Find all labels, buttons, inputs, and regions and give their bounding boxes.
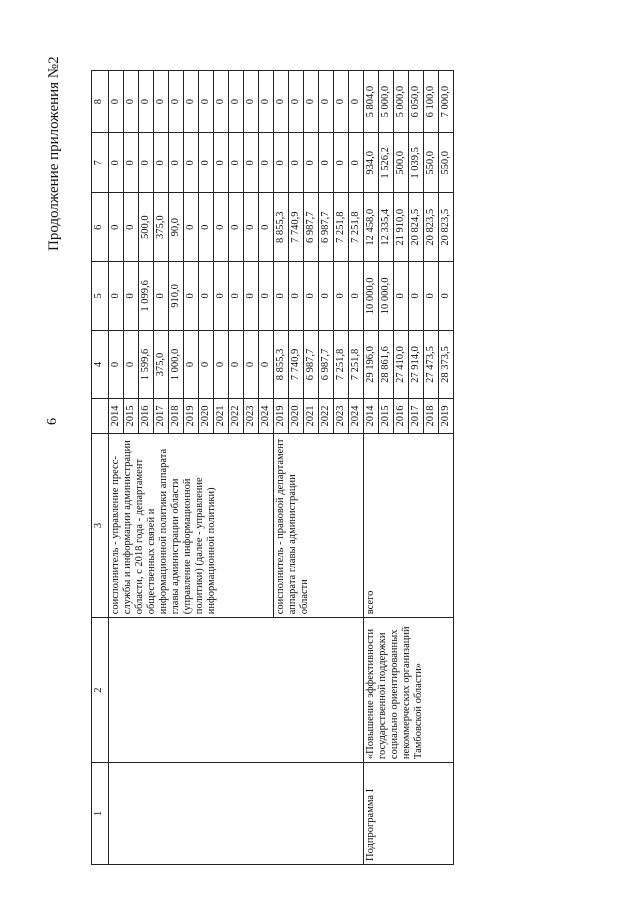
value-cell: 0 (124, 330, 139, 399)
financing-table (91, 70, 454, 865)
value-cell: 0 (304, 133, 319, 193)
value-cell: 6 987,7 (304, 330, 319, 399)
year-cell: 2021 (304, 399, 319, 433)
value-cell: 0 (229, 330, 244, 399)
value-cell: 0 (139, 133, 154, 193)
year-cell: 2019 (184, 399, 199, 433)
value-cell: 0 (289, 133, 304, 193)
year-cell: 2019 (274, 399, 289, 433)
column-number-row (92, 71, 109, 865)
year-cell: 2017 (409, 399, 424, 433)
value-cell: 0 (259, 133, 274, 193)
value-cell: 0 (274, 71, 289, 133)
year-cell: 2016 (394, 399, 409, 433)
year-cell: 2022 (319, 399, 334, 433)
value-cell: 934,0 (364, 133, 379, 193)
year-cell: 2024 (349, 399, 364, 433)
value-cell: 1 599,6 (139, 330, 154, 399)
value-cell: 29 196,0 (364, 330, 379, 399)
value-cell: 0 (214, 71, 229, 133)
value-cell: 0 (229, 193, 244, 262)
table-body (109, 71, 454, 865)
value-cell: 0 (214, 133, 229, 193)
value-cell: 0 (139, 71, 154, 133)
value-cell: 90,0 (169, 193, 184, 262)
value-cell: 10 000,0 (379, 262, 394, 331)
year-cell: 2019 (439, 399, 454, 433)
value-cell: 7 740,9 (289, 193, 304, 262)
value-cell: 0 (214, 193, 229, 262)
value-cell: 27 410,0 (394, 330, 409, 399)
value-cell: 0 (229, 133, 244, 193)
value-cell: 0 (259, 262, 274, 331)
value-cell: 0 (184, 330, 199, 399)
year-cell: 2024 (259, 399, 274, 433)
value-cell: 0 (124, 262, 139, 331)
column-header: 6 (92, 193, 109, 262)
year-cell: 2015 (379, 399, 394, 433)
value-cell: 0 (319, 262, 334, 331)
value-cell: 0 (109, 262, 124, 331)
value-cell: 0 (109, 71, 124, 133)
column-header: 5 (92, 262, 109, 331)
value-cell: 0 (394, 262, 409, 331)
value-cell: 0 (214, 330, 229, 399)
value-cell: 10 000,0 (364, 262, 379, 331)
total-label: всего (364, 433, 454, 618)
year-cell: 2015 (124, 399, 139, 433)
value-cell: 0 (274, 262, 289, 331)
value-cell: 0 (304, 71, 319, 133)
value-cell: 7 000,0 (439, 71, 454, 133)
value-cell: 0 (154, 262, 169, 331)
value-cell: 0 (319, 71, 334, 133)
value-cell: 0 (124, 71, 139, 133)
column-header: 3 (92, 433, 109, 618)
value-cell: 5 000,0 (394, 71, 409, 133)
executor-information-policy: соисполнитель - управление пресс-службы и информации администрации области, с 2018 года - департамент общественных связей и информационной политики аппарата главы администрации области (управление информационной политики) (далее - управление информационной политики) (109, 433, 274, 618)
year-cell: 2016 (139, 399, 154, 433)
value-cell: 550,0 (424, 133, 439, 193)
value-cell: 0 (109, 133, 124, 193)
value-cell: 0 (409, 262, 424, 331)
year-cell: 2021 (214, 399, 229, 433)
value-cell: 0 (244, 71, 259, 133)
year-cell: 2020 (289, 399, 304, 433)
year-cell: 2020 (199, 399, 214, 433)
column-header: 7 (92, 133, 109, 193)
value-cell: 0 (349, 133, 364, 193)
value-cell: 6 050,0 (409, 71, 424, 133)
year-cell: 2018 (424, 399, 439, 433)
value-cell: 0 (109, 330, 124, 399)
value-cell: 0 (199, 193, 214, 262)
value-cell: 28 861,6 (379, 330, 394, 399)
value-cell: 500,0 (139, 193, 154, 262)
value-cell: 0 (169, 133, 184, 193)
value-cell: 6 100,0 (424, 71, 439, 133)
value-cell: 0 (199, 262, 214, 331)
appendix-continuation-title: Продолжение приложения №2 (46, 56, 62, 251)
value-cell: 0 (244, 193, 259, 262)
cell-col1-empty (109, 763, 364, 865)
value-cell: 0 (154, 133, 169, 193)
value-cell: 0 (274, 133, 289, 193)
value-cell: 550,0 (439, 133, 454, 193)
value-cell: 0 (169, 71, 184, 133)
value-cell: 6 987,7 (304, 193, 319, 262)
value-cell: 7 251,8 (349, 193, 364, 262)
value-cell: 0 (424, 262, 439, 331)
value-cell: 0 (259, 193, 274, 262)
column-header: 1 (92, 763, 109, 865)
year-cell: 2017 (154, 399, 169, 433)
value-cell: 7 251,8 (349, 330, 364, 399)
executor-legal-department: соисполнитель - правовой департамент аппарата главы администрации области (274, 433, 364, 618)
value-cell: 375,0 (154, 193, 169, 262)
year-cell: 2014 (109, 399, 124, 433)
value-cell: 0 (244, 330, 259, 399)
value-cell: 0 (184, 262, 199, 331)
value-cell: 0 (229, 262, 244, 331)
table-row (109, 71, 124, 865)
value-cell: 12 335,4 (379, 193, 394, 262)
value-cell: 0 (334, 71, 349, 133)
value-cell: 0 (124, 193, 139, 262)
value-cell: 0 (214, 262, 229, 331)
value-cell: 7 740,9 (289, 330, 304, 399)
value-cell: 7 251,8 (334, 330, 349, 399)
value-cell: 0 (319, 133, 334, 193)
column-header: 2 (92, 618, 109, 763)
value-cell: 0 (154, 71, 169, 133)
value-cell: 0 (199, 330, 214, 399)
value-cell: 0 (109, 193, 124, 262)
value-cell: 500,0 (394, 133, 409, 193)
value-cell: 5 000,0 (379, 71, 394, 133)
value-cell: 0 (199, 71, 214, 133)
column-header: 8 (92, 71, 109, 133)
table-row (364, 71, 379, 865)
subprogram-name: Подпрограмма I (364, 763, 454, 865)
value-cell: 6 987,7 (319, 193, 334, 262)
value-cell: 0 (349, 262, 364, 331)
year-cell: 2022 (229, 399, 244, 433)
value-cell: 1 000,0 (169, 330, 184, 399)
value-cell: 12 458,0 (364, 193, 379, 262)
value-cell: 0 (184, 133, 199, 193)
rotated-table-container (91, 70, 611, 865)
value-cell: 375,0 (154, 330, 169, 399)
value-cell: 0 (244, 262, 259, 331)
value-cell: 0 (334, 262, 349, 331)
value-cell: 27 914,0 (409, 330, 424, 399)
value-cell: 0 (244, 133, 259, 193)
value-cell: 0 (304, 262, 319, 331)
value-cell: 0 (334, 133, 349, 193)
value-cell: 20 824,5 (409, 193, 424, 262)
value-cell: 0 (349, 71, 364, 133)
value-cell: 0 (229, 71, 244, 133)
page-number: 6 (45, 418, 60, 425)
value-cell: 0 (124, 133, 139, 193)
value-cell: 28 373,5 (439, 330, 454, 399)
value-cell: 1 039,5 (409, 133, 424, 193)
value-cell: 6 987,7 (319, 330, 334, 399)
subprogram-title: «Повышение эффективности государственной поддержки социально ориентированных некоммерческих организаций Тамбовской области» (364, 618, 454, 763)
value-cell: 8 855,3 (274, 193, 289, 262)
value-cell: 1 526,2 (379, 133, 394, 193)
value-cell: 0 (289, 262, 304, 331)
value-cell: 0 (259, 330, 274, 399)
year-cell: 2023 (334, 399, 349, 433)
value-cell: 0 (259, 71, 274, 133)
column-header (92, 399, 109, 433)
value-cell: 5 804,0 (364, 71, 379, 133)
value-cell: 8 855,3 (274, 330, 289, 399)
year-cell: 2023 (244, 399, 259, 433)
year-cell: 2014 (364, 399, 379, 433)
value-cell: 0 (184, 71, 199, 133)
value-cell: 0 (199, 133, 214, 193)
value-cell: 0 (439, 262, 454, 331)
value-cell: 0 (184, 193, 199, 262)
column-header: 4 (92, 330, 109, 399)
value-cell: 1 099,6 (139, 262, 154, 331)
value-cell: 20 823,5 (439, 193, 454, 262)
cell-col2-empty (109, 618, 364, 763)
year-cell: 2018 (169, 399, 184, 433)
value-cell: 27 473,5 (424, 330, 439, 399)
value-cell: 7 251,8 (334, 193, 349, 262)
value-cell: 21 910,0 (394, 193, 409, 262)
value-cell: 910,0 (169, 262, 184, 331)
value-cell: 0 (289, 71, 304, 133)
value-cell: 20 823,5 (424, 193, 439, 262)
